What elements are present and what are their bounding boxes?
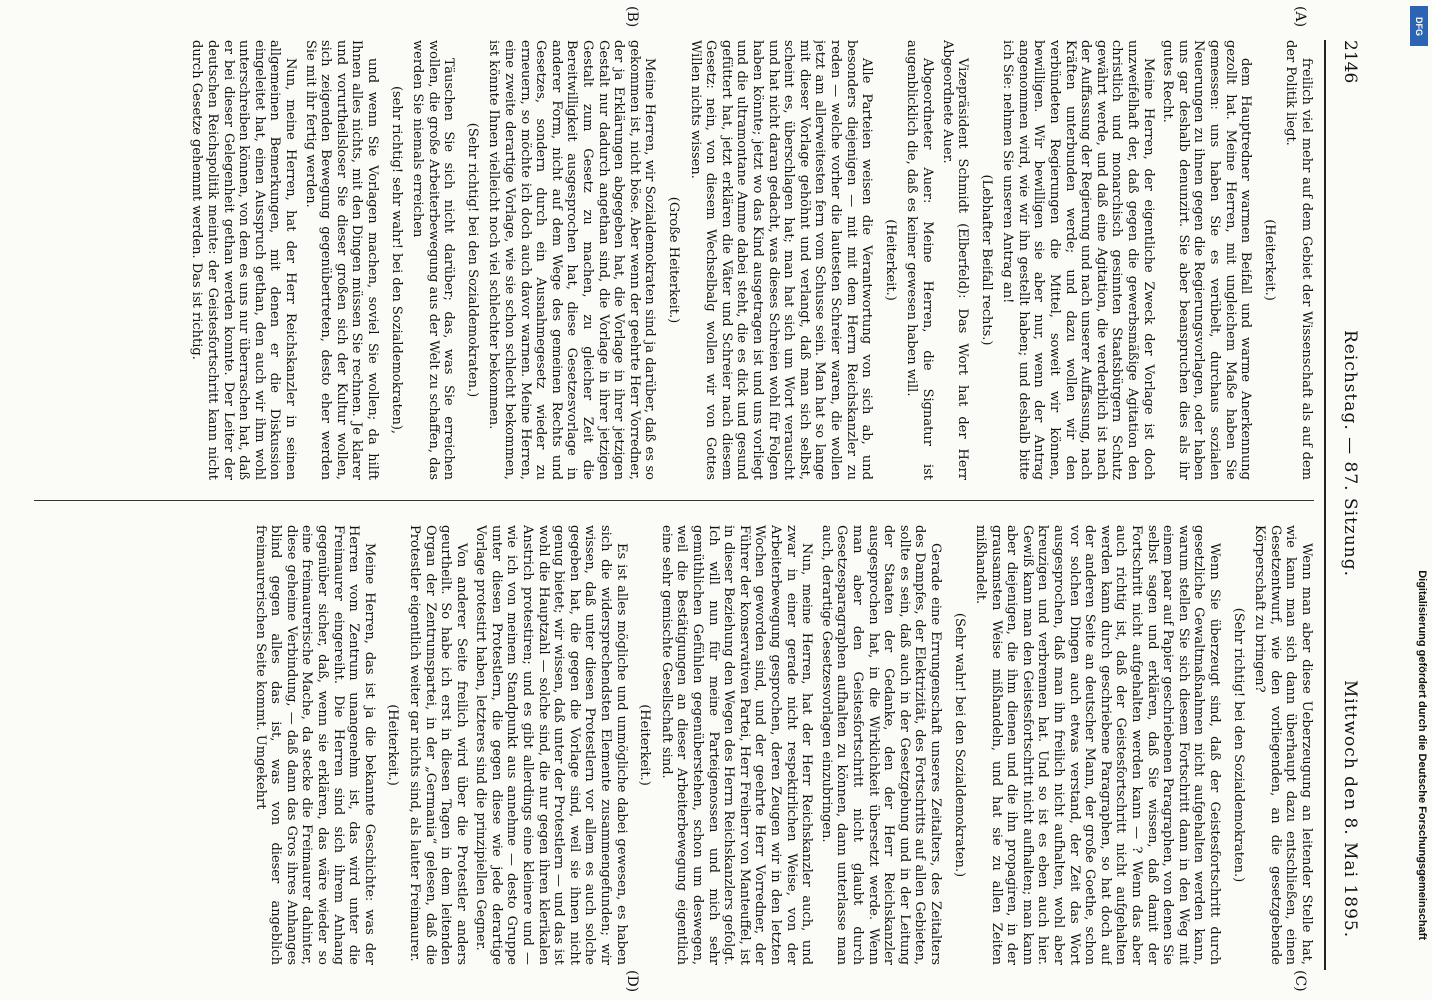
paragraph: freilich viel mehr auf dem Gebiet der Wissenschaft als auf dem der Politik liegt.	[1283, 40, 1314, 480]
right-text-column	[34, 525, 1314, 965]
margin-letter-d: (D)	[624, 970, 640, 993]
stage-direction: (Sehr richtig! bei den Sozialdemokraten.)	[464, 122, 480, 398]
stage-direction: (Sehr wahr! bei den Sozialdemokraten.)	[951, 612, 967, 878]
paragraph: und wenn Sie Vorlagen machen, soviel Sie wollen; da hilft Ihnen alles nichts, mit den Dingen müssen Sie rechnen. Je klarer und vorurtheilsloser Sie dieser großen sich der Kultur wollen, sich zeigenden Bewegung gegenübertreten, desto eher werden Sie mit ihr fertig werden.	[302, 40, 380, 480]
paragraph: Es ist alles mögliche und unmögliche dabei gewesen, es haben sich die widersprechendsten Elemente zusammengefunden; wir wissen, daß unter diesen Protestlern vor allem es auch solche gegeben hat, die gegen die Vorlage sind, weil sie ihnen nicht genug bietet; wir wissen, daß unter der Protestlern — und das ist wohl die Hauptzahl — solche sind, die nur gegen ihren klerikalen Anstrich protestiren; und es gibt allerdings eine kleinere und — wie ich von meinem Standpunkt aus annehme — desto Gruppe unter diesen Protestlern, die gegen diese wie jede derartige Vorlage protestirt haben, letzteres sind die prinzipiellen Gegner.	[473, 525, 629, 965]
footer-credit	[1408, 60, 1428, 940]
page-header	[1324, 40, 1386, 970]
stage-direction: (Heiterkeit.)	[882, 219, 898, 301]
paragraph: Wenn Sie überzeugt sind, daß der Geistesfortschritt durch gesetzliche Gewaltmaßnahmen nicht aufgehalten werden kann, warum stellen Sie sich diesem Fortschritt dann in den Weg mit einem paar auf Papier geschriebenen Paragraphen, von denen Sie selbst sagen und erklären, daß Sie wissen, daß damit der Fortschritt nicht aufgehalten werden kann — ? Wenn das aber auch richtig ist, daß der Geistesfortschritt nicht aufgehalten werden kann durch geschriebene Paragraphen, so hat doch auf der anderen Seite an deutscher Mann, der große Goethe, schon vor solchen Dingen auch etwas verstand, der Zeit das Wort ausgesprochen, daß man ihn freilich nicht aufhalten, wohl aber kreuzigen und verbrennen hat. Und so ist es eben auch hier. Gewiß kann man den Geistesfortschritt nicht aufhalten; man kann aber diejenigen, die ihm dienen und die ihn propagiren, in der grausamsten Weise mißhandeln, und hat sie zu allen Zeiten mißhandelt.	[973, 525, 1223, 965]
footer-credit-text: Digitalisierung gefördert durch die Deutsche Forschungsgemeinschaft	[1416, 570, 1428, 940]
paragraph: Nun, meine Herren, hat der Herr Reichskanzler auch, und zwar in einer gerade nicht respektirlichen Weise, von der Arbeiterbewegung gesprochen, deren Zeugen wir in den letzten Wochen geworden sind, und der geehrte Herr Vorredner, der Führer der konservativen Partei, Herr Freiherr von Manteuffel, ist in dieser Beziehung den Wegen des Herrn Reichskanzlers gefolgt. Ich will nun für meine Parteigenossen und mich sehr gemüthlichen Gefühlen gegenüberstehen, schon um deswegen, weil die Bestätigungen an dieser Arbeiterbewegung eigentlich eine sehr gemischte Gesellschaft sind.	[658, 525, 815, 965]
stage-direction: (Heiterkeit.)	[1261, 219, 1277, 301]
paragraph: Meine Herren, der eigentliche Zweck der Vorlage ist doch unzweifelhaft der, daß gegen die gewerbsmäßige Agitation den christlich und monarchisch gesinnten Staatsbürgern Schutz gewährt werde, und daß eine Agitation, die verderblich ist nach der Auffassung der Regierung und nach unserer Auffassung, nach Kräften unterbunden werde; und dazu wollen wir den verbündeten Regierungen die Mittel, soweit wir können, bewilligen. Wir bewilligen sie aber nur, wenn der Antrag angenommen wird, wie wir ihn gestellt haben; und deshalb bitte ich Sie: nehmen Sie unseren Antrag an!	[1000, 40, 1156, 480]
margin-letter-b: (B)	[624, 6, 640, 28]
paragraph: Meine Herren, wir Sozialdemokraten sind ja darüber, daß es so gekommen ist, nicht böse. Aber wenn der geehrte Herr Vorredner, der ja Erklärungen abgegeben hat, die Vorlage in ihrer jetzigen Gestalt nur dadurch angethan sind, die Vorlage in ihrer jetzigen Gestalt zum Gesetz zu machen, zu gleicher Zeit die Bereitwilligkeit ausgesprochen hat, diese Gesetzesvorlage in anderer Form, nicht auf dem Wege des gemeinen Rechts und Gesetzes, sondern durch ein Ausnahmegesetz wieder zu erneuern, so möchte ich doch auch davor warnen. Meine Herren, eine zweite derartige Vorlage, wie sie schon schlecht bekommen, ist könnte Ihnen vielleicht noch viel schlechter bekommen.	[486, 40, 658, 480]
paragraph: Abgeordneter Auer: Meine Herren, die Signatur ist augenblicklich die, daß es keiner gewesen haben will.	[904, 40, 935, 480]
paragraph: Von anderer Seite freilich wird über die Protestler anders geurtheilt. So habe ich erst in diesen Tagen in dem leitenden Organ der Zentrumspartei, in der „Germania“ gelesen, daß die Protestler eigentlich weiter gar nichts sind, als lauter Freimaurer.	[406, 525, 469, 965]
session-date: Mittwoch den 8. Mai 1895.	[1340, 680, 1360, 939]
paragraph: Nun, meine Herren, hat der Herr Reichskanzler in seinen allgemeinen Bemerkungen, mit denen er die Diskussion eingeleitet hat, einen Ausspruch gethan, den auch wir ihm wohl unterschreiben können, von dem es uns nur überraschen hat, daß er bei dieser Gelegenheit gethan werden konnte. Der Leiter der deutschen Reichspolitik meinte: der Geistesfortschritt kann nicht durch Gesetze gehemmt werden. Das ist richtig.	[189, 40, 298, 480]
stage-direction: (Sehr richtig! bei den Sozialdemokraten.)	[1230, 607, 1246, 883]
paragraph: Vizepräsident Schmidt (Elberfeld): Das Wort hat der Herr Abgeordnete Auer.	[939, 40, 971, 480]
page-number: 2146	[1340, 40, 1360, 84]
paragraph: Wenn man aber diese Ueberzeugung an leitender Stelle hat, wie kann man sich dann überhaupt dazu entschließen, einen Gesetzentwurf, wie den vorliegenden, an die gesetzgebende Körperschaft zu bringen?	[1252, 525, 1314, 965]
paragraph: Alle Parteien weisen die Verantwortung von sich ab, und besonders diejenigen — mit mit dem Herrn Reichskanzler zu reden — welche vorher die lautesten Schreier waren, die wollen jetzt am allerweitesten fern vom Schusse sein. Man hat so lange mit dieser Vorlage gehöhnt und verlangt, daß man sich selbst, scheint es, überschlagen hat; man hat sich um Wort verauscht und hat nicht daran gedacht, was dieses Schreien wohl für Folgen haben könnte; jetzt wo das Kind ausgetragen ist und uns vorliegt und die ultramontane Amme dabei steht, die es dick und gesund gefüttert hat, jetzt erklären die Väter und Schreier nach diesem Gesetz: nein, von diesem Wechselbalg wollen wir von Gottes Willen nichts wissen.	[687, 40, 875, 480]
margin-letter-c: (C)	[1292, 970, 1308, 992]
stage-direction: (sehr richtig! sehr wahr! bei den Sozialdemokraten),	[388, 85, 404, 435]
paragraph: dem Hauptredner warmen Beifall und warme Anerkennung gezollt hat. Meine Herren, mit ungleichem Maße haben Sie gemessen: uns haben Sie es verübelt, durchaus sozialen Neuerungen zu ihnen gegen die Regierungsvorlagen, oder haben uns gar deshalb denunzirt. Sie aber beanspruchen dies als ihr gutes Recht.	[1160, 40, 1254, 480]
dfg-logo: DFG	[1410, 6, 1428, 46]
paragraph: Meine Herren, das ist ja die bekannte Geschichte: was der Herren vom Zentrum unangenehm ist, das wird unter die Freimaurer eingereiht. Die Herren sind sich ihrem Anhang gegenüber sicher, daß, wenn sie erklären, das wäre wieder so eine freimaurerische Mache, da stecke die Freimaurer dahinter, diese geheime Verbindung, — daß dann das Gros ihres Anhanges blind gegen alles das ist, was von dieser angeblich freimaurerischen Seite kommt. Umgekehrt	[252, 525, 377, 965]
paragraph: Täuschen Sie sich nicht darüber; das, was Sie erreichen wollen, die große Arbeiterbewegung aus der Welt zu schaffen, das werden Sie niemals erreichen	[410, 40, 457, 480]
stage-direction: (Lebhafter Beifall rechts.)	[978, 174, 994, 346]
running-title: Reichstag. — 87. Sitzung.	[1340, 330, 1360, 578]
paragraph: Gerade eine Errungenschaft unseres Zeitalters, des Zeitalters des Dampfes, der Elektrizität, des Fortschritts auf allen Gebieten, sollte es sein, daß auch in der Gesetzgebung und in der Leitung der Staaten der Gedanke, den der Herr Reichskanzler ausgesprochen hat, in die Wirklichkeit übersetzt werde. Wenn man aber den Geistesfortschritt nicht glaubt durch Gesetzesparagraphen aufhalten zu können, dann unterlasse man auch, derartige Gesetzesvorlagen einzubringen.	[818, 525, 943, 965]
stage-direction: (Heiterkeit.)	[637, 704, 653, 786]
left-text-column	[34, 40, 1314, 480]
stage-direction: (Heiterkeit.)	[385, 704, 401, 786]
stage-direction: (Große Heiterkeit.)	[666, 196, 682, 324]
column-divider	[34, 500, 1314, 501]
margin-letter-a: (A)	[1292, 6, 1308, 28]
